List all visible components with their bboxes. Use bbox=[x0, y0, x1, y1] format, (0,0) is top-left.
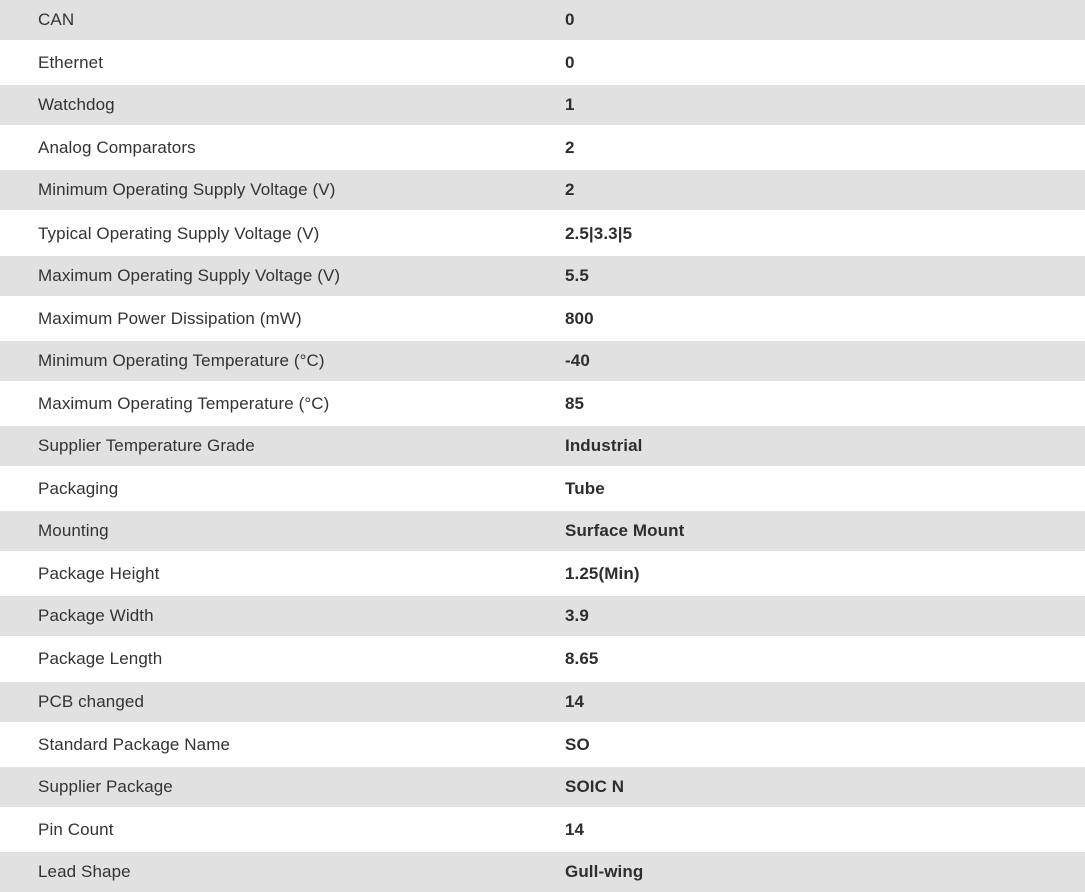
table-row bbox=[0, 339, 1085, 384]
row-label: CAN bbox=[38, 10, 75, 30]
row-value: Gull-wing bbox=[565, 861, 644, 881]
row-value: 2 bbox=[565, 180, 575, 200]
table-row bbox=[0, 254, 1085, 299]
row-label: Minimum Operating Supply Voltage (V) bbox=[38, 180, 336, 200]
row-label: Maximum Operating Supply Voltage (V) bbox=[38, 265, 341, 285]
table-row bbox=[0, 554, 1085, 594]
table-row bbox=[0, 299, 1085, 339]
row-label: Typical Operating Supply Voltage (V) bbox=[38, 223, 320, 243]
row-value: 85 bbox=[565, 393, 585, 413]
row-label: Package Length bbox=[38, 649, 163, 669]
table-row bbox=[0, 83, 1085, 128]
row-value: 8.65 bbox=[565, 649, 599, 669]
row-value: 0 bbox=[565, 10, 575, 30]
row-label: Packaging bbox=[38, 479, 119, 499]
table-row bbox=[0, 384, 1085, 424]
table-row bbox=[0, 594, 1085, 639]
row-label: Ethernet bbox=[38, 53, 104, 73]
table-row bbox=[0, 43, 1085, 83]
table-row bbox=[0, 765, 1085, 810]
row-value: SOIC N bbox=[565, 776, 625, 796]
row-value: 2.5|3.3|5 bbox=[565, 223, 633, 243]
row-value: 2 bbox=[565, 138, 575, 158]
row-label: Maximum Operating Temperature (°C) bbox=[38, 393, 330, 413]
row-value: Surface Mount bbox=[565, 521, 685, 541]
row-label: Minimum Operating Temperature (°C) bbox=[38, 350, 325, 370]
row-value: 14 bbox=[565, 819, 585, 839]
row-value: 800 bbox=[565, 308, 594, 328]
row-value: Tube bbox=[565, 479, 605, 499]
row-value: 3.9 bbox=[565, 606, 589, 626]
row-value: SO bbox=[565, 734, 590, 754]
row-label: Pin Count bbox=[38, 819, 114, 839]
row-label: PCB changed bbox=[38, 691, 145, 711]
row-label: Maximum Power Dissipation (mW) bbox=[38, 308, 302, 328]
row-label: Mounting bbox=[38, 521, 109, 541]
table-row bbox=[0, 810, 1085, 850]
row-label: Analog Comparators bbox=[38, 138, 196, 158]
row-value: 5.5 bbox=[565, 265, 589, 285]
row-label: Package Width bbox=[38, 606, 154, 626]
row-label: Watchdog bbox=[38, 95, 115, 115]
row-label: Supplier Package bbox=[38, 776, 173, 796]
table-row bbox=[0, 168, 1085, 213]
row-value: 1 bbox=[565, 95, 575, 115]
row-value: -40 bbox=[565, 350, 590, 370]
table-row bbox=[0, 850, 1085, 892]
table-row bbox=[0, 680, 1085, 725]
row-value: 1.25(Min) bbox=[565, 564, 640, 584]
row-label: Supplier Temperature Grade bbox=[38, 435, 255, 455]
row-label: Standard Package Name bbox=[38, 734, 231, 754]
table-row bbox=[0, 509, 1085, 554]
table-row bbox=[0, 725, 1085, 765]
table-row bbox=[0, 0, 1085, 43]
table-row bbox=[0, 469, 1085, 509]
row-label: Package Height bbox=[38, 564, 160, 584]
row-value: 14 bbox=[565, 691, 585, 711]
row-label: Lead Shape bbox=[38, 861, 131, 881]
table-row bbox=[0, 128, 1085, 168]
table-row bbox=[0, 213, 1085, 253]
row-value: 0 bbox=[565, 53, 575, 73]
row-value: Industrial bbox=[565, 435, 643, 455]
table-row bbox=[0, 424, 1085, 469]
table-row bbox=[0, 639, 1085, 679]
